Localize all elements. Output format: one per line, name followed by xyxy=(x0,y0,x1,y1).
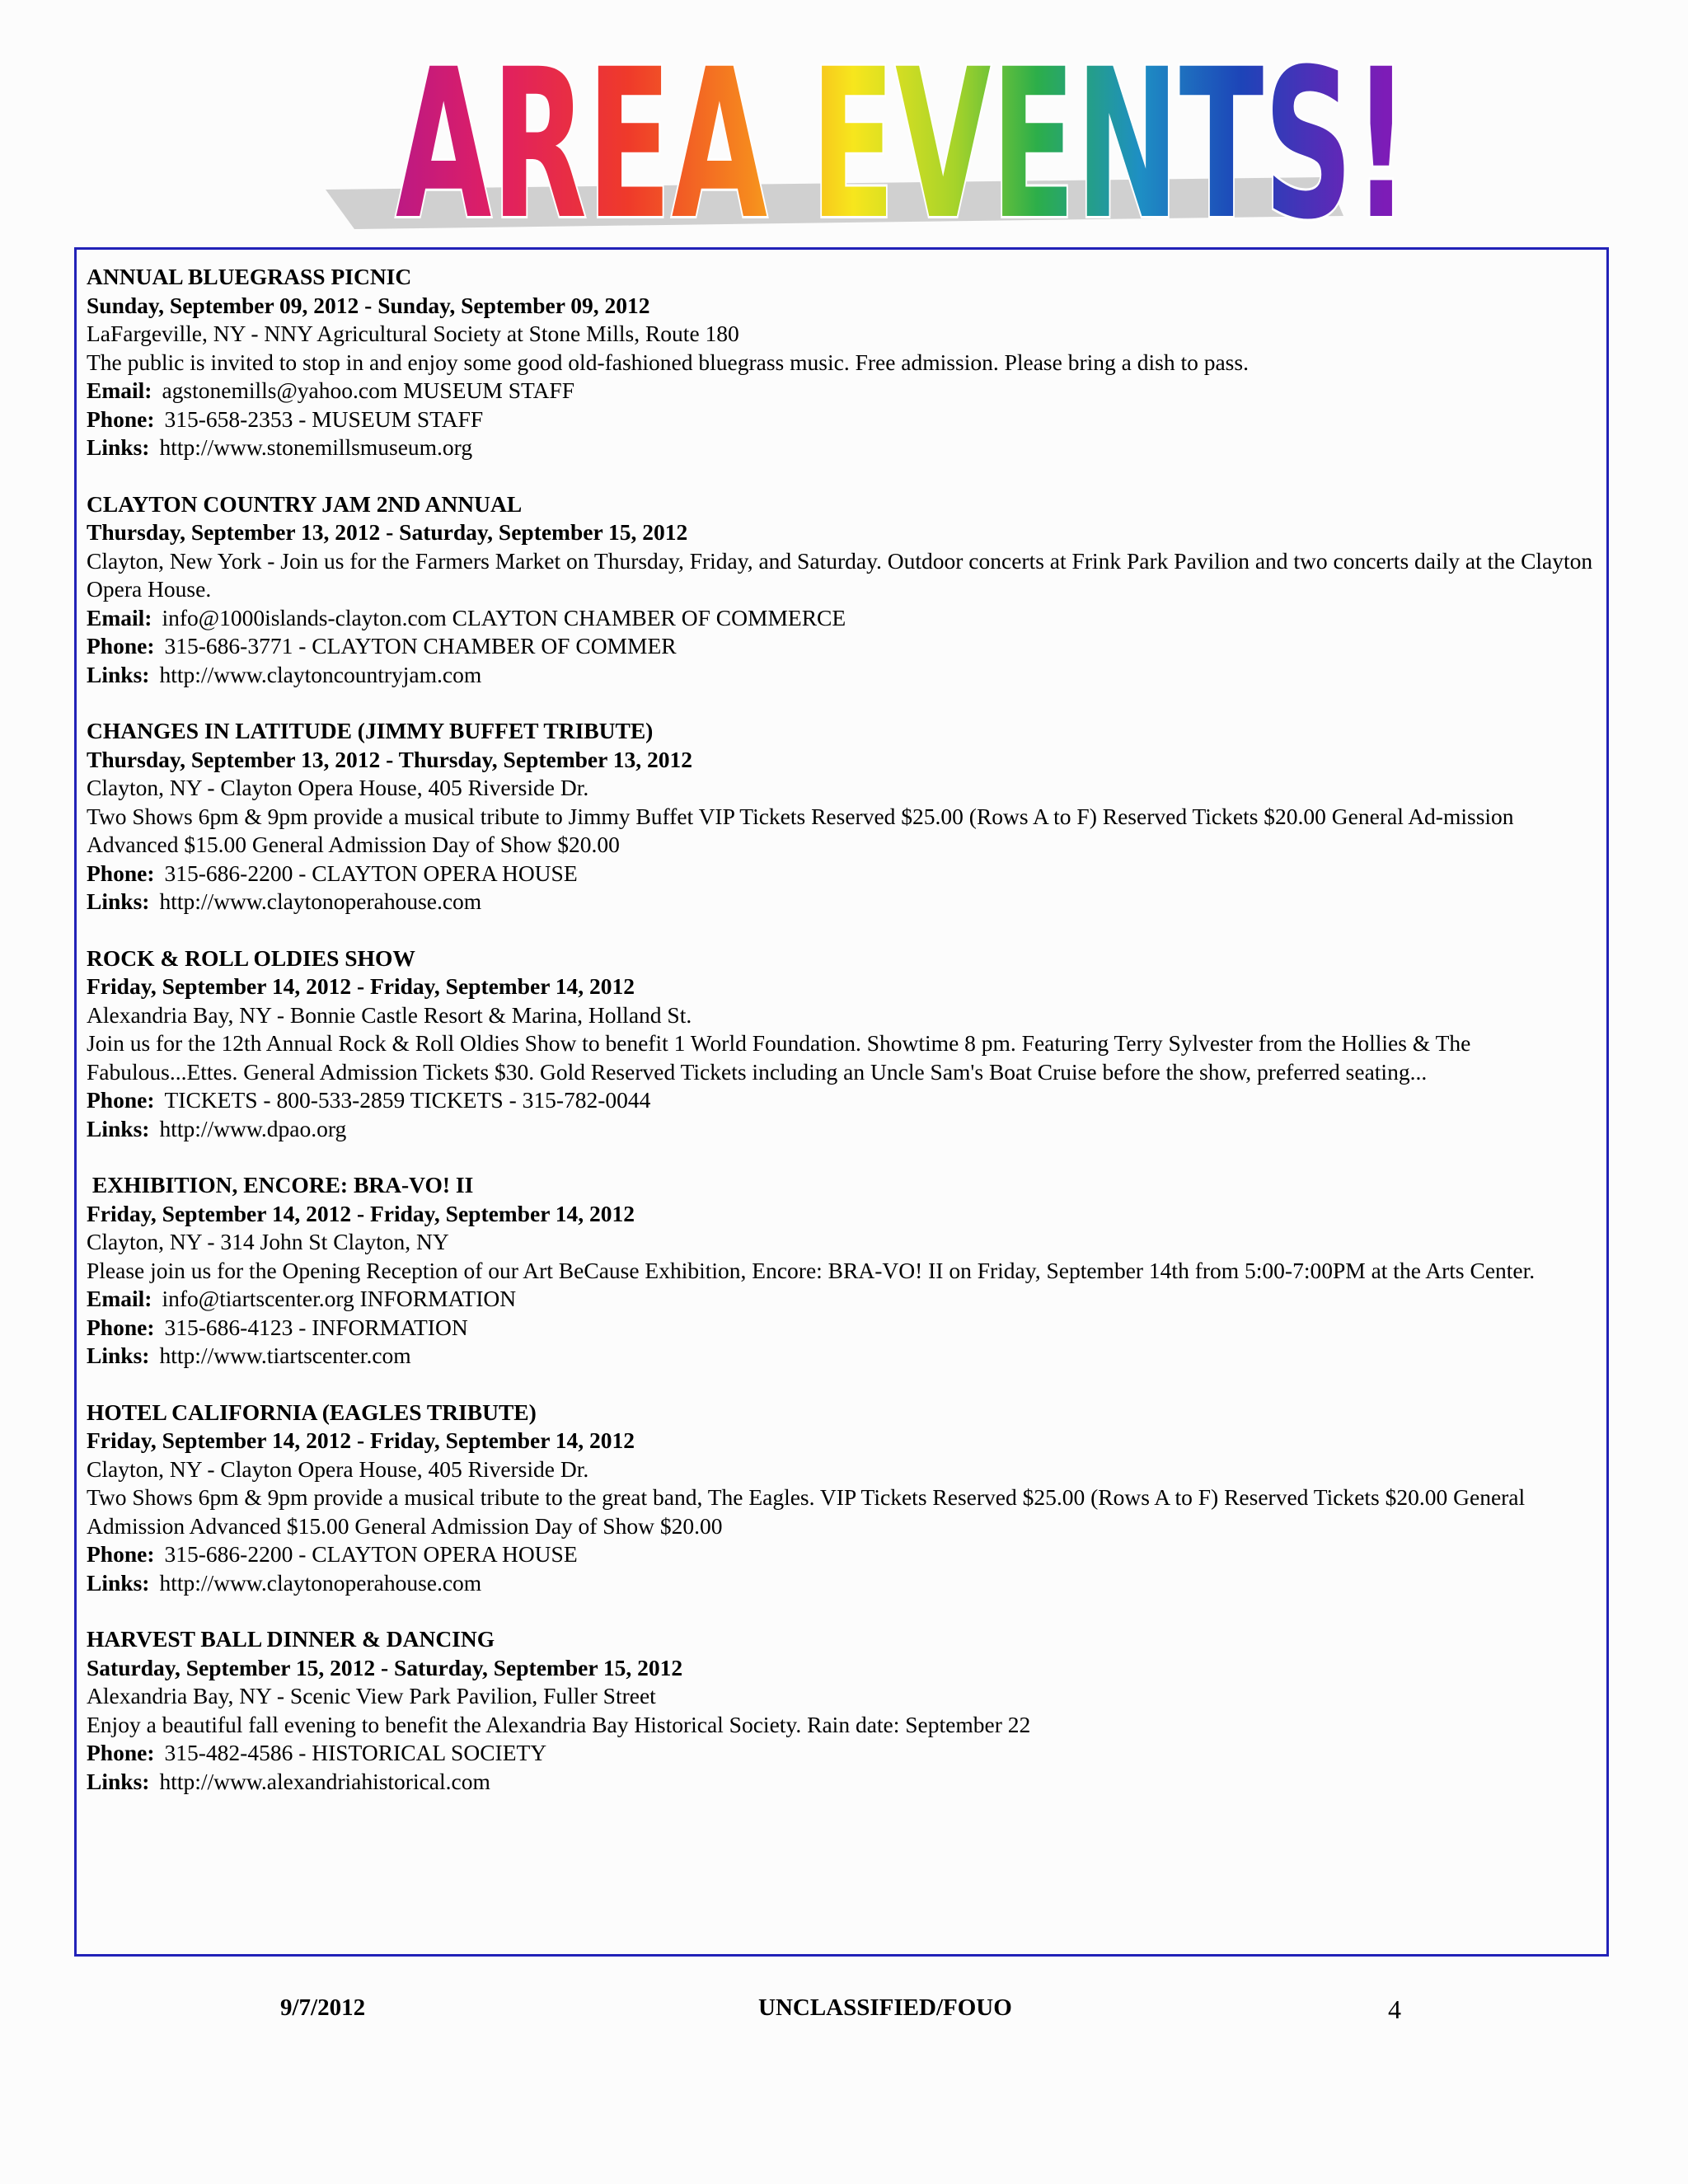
event-dates: Saturday, September 15, 2012 - Saturday, September 15, 2012 xyxy=(87,1654,683,1680)
event-item xyxy=(87,944,1606,1144)
event-item xyxy=(87,1625,1606,1796)
event-link[interactable]: http://www.claytonoperahouse.com xyxy=(159,1569,482,1596)
email-label: Email: xyxy=(87,377,152,403)
event-item xyxy=(87,490,1606,690)
event-links-row xyxy=(87,1342,1600,1371)
event-item xyxy=(87,717,1606,916)
event-links-row xyxy=(87,661,1600,690)
event-title: CHANGES IN LATITUDE (JIMMY BUFFET TRIBUTE) xyxy=(87,718,654,743)
event-email[interactable]: agstonemills@yahoo.com MUSEUM STAFF xyxy=(162,377,575,403)
event-phone-row xyxy=(87,860,1600,888)
event-email[interactable]: info@tiartscenter.org INFORMATION xyxy=(162,1286,517,1311)
event-location: LaFargeville, NY - NNY Agricultural Society at Stone Mills, Route 180 xyxy=(87,321,739,346)
events-list xyxy=(74,247,1609,1957)
event-dates: Thursday, September 13, 2012 - Saturday, September 15, 2012 xyxy=(87,519,688,545)
phone-label: Phone: xyxy=(87,1314,155,1340)
event-location: Clayton, NY - 314 John St Clayton, NY xyxy=(87,1229,449,1254)
event-dates: Friday, September 14, 2012 - Friday, September 14, 2012 xyxy=(87,1200,635,1226)
event-dates: Sunday, September 09, 2012 - Sunday, September 09, 2012 xyxy=(87,292,650,318)
event-email[interactable]: info@1000islands-clayton.com CLAYTON CHAMBER OF COMMERCE xyxy=(162,604,846,630)
event-phone: 315-686-3771 - CLAYTON CHAMBER OF COMMER xyxy=(164,633,677,658)
event-description: Enjoy a beautiful fall evening to benefit the Alexandria Bay Historical Society. Rain date: September 22 xyxy=(87,1711,1031,1737)
event-links-row xyxy=(87,434,1600,462)
event-dates: Friday, September 14, 2012 - Friday, September 14, 2012 xyxy=(87,973,635,999)
event-location: Alexandria Bay, NY - Scenic View Park Pavilion, Fuller Street xyxy=(87,1683,656,1708)
footer-classification: UNCLASSIFIED/FOUO xyxy=(758,1994,1012,2021)
event-email-row xyxy=(87,604,1600,633)
event-item xyxy=(87,1399,1606,1598)
event-link[interactable]: http://www.claytonoperahouse.com xyxy=(159,888,482,914)
phone-label: Phone: xyxy=(87,1740,155,1765)
event-title: EXHIBITION, ENCORE: BRA-VO! II xyxy=(87,1172,474,1197)
event-phone: 315-482-4586 - HISTORICAL SOCIETY xyxy=(164,1740,547,1765)
event-link[interactable]: http://www.stonemillsmuseum.org xyxy=(159,434,473,460)
event-phone-row xyxy=(87,1086,1600,1115)
event-item xyxy=(87,1171,1606,1371)
links-label: Links: xyxy=(87,888,150,914)
event-links-row xyxy=(87,1115,1600,1144)
links-label: Links: xyxy=(87,661,150,687)
event-links-row xyxy=(87,888,1600,916)
event-phone: 315-686-4123 - INFORMATION xyxy=(164,1314,468,1340)
links-label: Links: xyxy=(87,1768,150,1794)
phone-label: Phone: xyxy=(87,633,155,658)
event-phone-row xyxy=(87,1739,1600,1768)
event-title: HARVEST BALL DINNER & DANCING xyxy=(87,1626,495,1652)
banner-title: AREA EVENTS! xyxy=(396,25,1409,247)
phone-label: Phone: xyxy=(87,405,155,432)
footer-date: 9/7/2012 xyxy=(280,1994,366,2021)
event-title: ROCK & ROLL OLDIES SHOW xyxy=(87,944,415,971)
event-description: Two Shows 6pm & 9pm provide a musical tribute to Jimmy Buffet VIP Tickets Reserved $25.00 (Rows A to F) Reserved Tickets $20.00 General Ad-mission Advanced $15.00 General Admission Day of Show $20.00 xyxy=(87,803,1514,857)
event-location: Alexandria Bay, NY - Bonnie Castle Resort & Marina, Holland St. xyxy=(87,1001,692,1028)
event-phone-row xyxy=(87,632,1600,661)
banner-wordart xyxy=(0,0,1688,247)
event-link[interactable]: http://www.claytoncountryjam.com xyxy=(159,661,482,687)
links-label: Links: xyxy=(87,434,150,460)
event-email-row xyxy=(87,377,1600,405)
event-description: The public is invited to stop in and enjoy some good old-fashioned bluegrass music. Free admission. Please bring a dish to pass. xyxy=(87,349,1249,375)
event-link[interactable]: http://www.tiartscenter.com xyxy=(159,1343,411,1368)
links-label: Links: xyxy=(87,1343,150,1368)
phone-label: Phone: xyxy=(87,1541,155,1567)
event-description: Please join us for the Opening Reception of our Art BeCause Exhibition, Encore: BRA-VO! II on Friday, September 14th from 5:00-7:00PM at the Arts Center. xyxy=(87,1257,1536,1283)
event-location: Clayton, NY - Clayton Opera House, 405 Riverside Dr. xyxy=(87,775,589,800)
event-description: Join us for the 12th Annual Rock & Roll Oldies Show to benefit 1 World Foundation. Showtime 8 pm. Featuring Terry Sylvester from the Hollies & The Fabulous...Ettes. General Admission Tickets $30. Gold Reserved Tickets including an Uncle Sam's Boat Cruise before the show, preferred seating... xyxy=(87,1030,1471,1085)
event-title: CLAYTON COUNTRY JAM 2ND ANNUAL xyxy=(87,490,523,517)
event-link[interactable]: http://www.dpao.org xyxy=(159,1115,347,1141)
event-link[interactable]: http://www.alexandriahistorical.com xyxy=(159,1768,490,1794)
event-phone: 315-686-2200 - CLAYTON OPERA HOUSE xyxy=(164,1541,578,1567)
event-location: Clayton, NY - Clayton Opera House, 405 Riverside Dr. xyxy=(87,1455,589,1482)
event-links-row xyxy=(87,1569,1600,1598)
phone-label: Phone: xyxy=(87,1087,155,1113)
event-phone-row xyxy=(87,1314,1600,1343)
event-title: HOTEL CALIFORNIA (EAGLES TRIBUTE) xyxy=(87,1399,537,1425)
email-label: Email: xyxy=(87,604,152,630)
event-phone: 315-658-2353 - MUSEUM STAFF xyxy=(164,405,484,432)
event-email-row xyxy=(87,1285,1600,1314)
event-phone: TICKETS - 800-533-2859 TICKETS - 315-782-0044 xyxy=(164,1087,651,1113)
event-item xyxy=(87,263,1606,462)
event-phone-row xyxy=(87,1540,1600,1569)
phone-label: Phone: xyxy=(87,860,155,886)
event-phone: 315-686-2200 - CLAYTON OPERA HOUSE xyxy=(164,860,578,886)
event-dates: Friday, September 14, 2012 - Friday, September 14, 2012 xyxy=(87,1427,635,1453)
page-number: 4 xyxy=(1388,1994,1401,2024)
links-label: Links: xyxy=(87,1115,150,1141)
event-links-row xyxy=(87,1768,1600,1797)
event-dates: Thursday, September 13, 2012 - Thursday, September 13, 2012 xyxy=(87,746,692,772)
area-events-banner xyxy=(0,0,1688,247)
event-location: Clayton, New York - Join us for the Farmers Market on Thursday, Friday, and Saturday. Outdoor concerts at Frink Park Pavilion and two concerts daily at the Clayton Opera House. xyxy=(87,547,1593,602)
email-label: Email: xyxy=(87,1286,152,1311)
event-description: Two Shows 6pm & 9pm provide a musical tribute to the great band, The Eagles. VIP Tickets Reserved $25.00 (Rows A to F) Reserved Tickets $20.00 General Admission Advanced $15.00 General Admission Day of Show $20.00 xyxy=(87,1484,1526,1539)
event-title: ANNUAL BLUEGRASS PICNIC xyxy=(87,264,412,289)
event-phone-row xyxy=(87,405,1600,434)
links-label: Links: xyxy=(87,1569,150,1596)
